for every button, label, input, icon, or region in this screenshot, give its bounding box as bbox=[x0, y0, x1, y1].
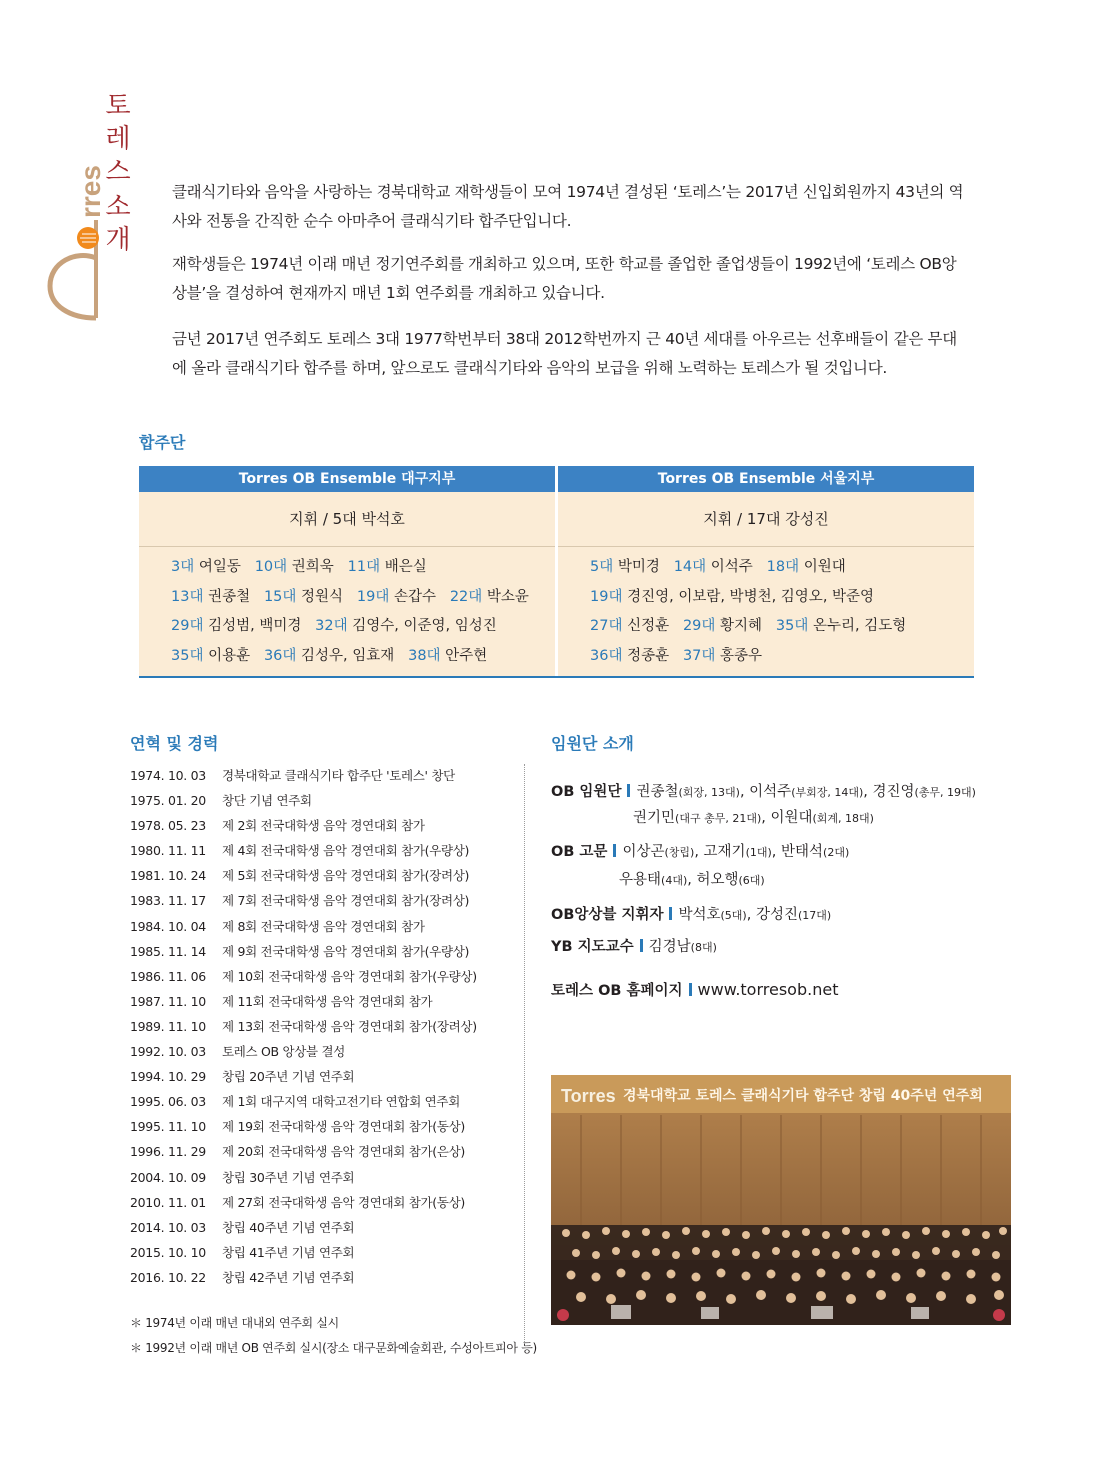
generation-label: 19대 bbox=[590, 588, 623, 605]
history-event: 제 2회 전국대학생 음악 경연대회 참가 bbox=[222, 818, 425, 834]
daegu-header: Torres OB Ensemble 대구지부 bbox=[139, 466, 555, 492]
bar-icon bbox=[613, 844, 616, 857]
generation-label: 11대 bbox=[347, 559, 381, 575]
person-role: (8대) bbox=[690, 941, 717, 954]
person-role: (총무, 19대) bbox=[914, 786, 976, 799]
person-role: (회계, 18대) bbox=[812, 812, 874, 825]
seoul-header: Torres OB Ensemble 서울지부 bbox=[558, 466, 974, 492]
member-names: 여일동 bbox=[194, 559, 241, 575]
column-divider bbox=[524, 764, 525, 1344]
person-role: (6대) bbox=[738, 874, 765, 887]
generation-label: 38대 bbox=[408, 647, 441, 664]
member-names: 박소윤 bbox=[482, 588, 529, 605]
member-names: 이원대 bbox=[799, 559, 846, 575]
photo-banner-text: 경북대학교 토레스 클래식기타 합주단 창립 40주년 연주회 bbox=[623, 1088, 983, 1104]
history-item bbox=[130, 1215, 520, 1240]
history-item bbox=[130, 1139, 520, 1164]
member-row bbox=[590, 583, 974, 613]
member-names: 손갑수 bbox=[389, 588, 436, 605]
history-event: 제 9회 전국대학생 음악 경연대회 참가(우량상) bbox=[222, 943, 470, 959]
history-date: 1984. 10. 04 bbox=[130, 918, 206, 934]
history-item bbox=[130, 1064, 520, 1089]
member-names: 홍종우 bbox=[715, 647, 763, 664]
history-item bbox=[130, 914, 520, 939]
generation-label: 29대 bbox=[171, 618, 204, 634]
history-date: 1986. 11. 06 bbox=[130, 968, 206, 984]
person-role: (대구 총무, 21대) bbox=[675, 812, 762, 825]
seoul-branch bbox=[558, 466, 974, 678]
history-date: 2015. 10. 10 bbox=[130, 1244, 206, 1260]
ob-advisors-row: OB 고문 이상곤(창립), 고재기(1대), 반태석(2대) bbox=[551, 844, 850, 860]
person-name: 이원대 bbox=[770, 810, 813, 826]
history-date: 2004. 10. 09 bbox=[130, 1169, 206, 1185]
person-name: 고재기 bbox=[703, 844, 746, 860]
history-item bbox=[130, 863, 520, 888]
history-item bbox=[130, 989, 520, 1014]
person-name: 권기민 bbox=[633, 810, 676, 826]
member-names: 안주현 bbox=[440, 647, 488, 664]
ob-officers-row-2: 권기민(대구 총무, 21대), 이원대(회계, 18대) bbox=[633, 810, 874, 826]
note-1: ＊ 1974년 이래 매년 대내외 연주회 실시 bbox=[130, 1316, 339, 1330]
history-item bbox=[130, 1089, 520, 1114]
generation-label: 14대 bbox=[673, 559, 707, 575]
history-date: 1994. 10. 29 bbox=[130, 1069, 206, 1085]
generation-label: 36대 bbox=[263, 647, 297, 664]
history-event: 제 4회 전국대학생 음악 경연대회 참가(우량상) bbox=[222, 843, 470, 859]
note-2: ＊ 1992년 이래 매년 OB 연주회 실시(장소 대구문화예술회관, 수성아트피아 등) bbox=[130, 1341, 537, 1355]
member-names: 정원식 bbox=[296, 588, 344, 605]
member-names: 권희욱 bbox=[287, 559, 334, 575]
history-item bbox=[130, 1039, 520, 1064]
generation-label: 37대 bbox=[682, 647, 716, 664]
history-item bbox=[130, 813, 520, 838]
seoul-conductor: 지휘 / 17대 강성진 bbox=[558, 492, 974, 547]
person-role: (2대) bbox=[823, 846, 850, 859]
ob-officers-row: OB 임원단 권종철(회장, 13대), 이석주(부회장, 14대), 경진영(총무, 19대) bbox=[551, 784, 976, 800]
history-item bbox=[130, 888, 520, 913]
history-item bbox=[130, 964, 520, 989]
person-name: 김경남 bbox=[648, 939, 691, 955]
history-date: 1985. 11. 14 bbox=[130, 943, 206, 959]
member-names: 김성범, 백미경 bbox=[203, 618, 302, 634]
history-date: 2016. 10. 22 bbox=[130, 1269, 206, 1285]
history-item bbox=[130, 1165, 520, 1190]
generation-label: 5대 bbox=[590, 559, 614, 575]
history-event: 토레스 OB 앙상블 결성 bbox=[222, 1044, 346, 1060]
bar-icon bbox=[669, 907, 672, 920]
history-date: 1995. 11. 10 bbox=[130, 1119, 206, 1135]
history-date: 1974. 10. 03 bbox=[130, 768, 206, 783]
history-event: 창립 40주년 기념 연주회 bbox=[222, 1219, 355, 1235]
history-date: 1980. 11. 11 bbox=[130, 843, 206, 859]
history-event: 제 10회 전국대학생 음악 경연대회 참가(우량상) bbox=[222, 968, 477, 984]
generation-label: 35대 bbox=[775, 618, 809, 634]
member-row bbox=[171, 583, 555, 613]
intro-paragraph-1: 클래식기타와 음악을 사랑하는 경북대학교 재학생들이 모여 1974년 결성된 ‘토레스’는 2017년 신입회원까지 43년의 역사와 전통을 간직한 순수 아마추어 클래식기타 합주단입니다. bbox=[172, 183, 964, 230]
history-event: 제 1회 대구지역 대학고전기타 연합회 연주회 bbox=[222, 1094, 460, 1110]
ensemble-title: 합주단 bbox=[139, 433, 186, 452]
person-name: 권종철 bbox=[636, 784, 679, 800]
history-event: 제 13회 전국대학생 음악 경연대회 참가(장려상) bbox=[222, 1018, 477, 1034]
person-role: (회장, 13대) bbox=[678, 786, 740, 799]
history-event: 창립 30주년 기념 연주회 bbox=[222, 1169, 355, 1185]
officers-title: 임원단 소개 bbox=[551, 734, 634, 753]
history-date: 2010. 11. 01 bbox=[130, 1194, 206, 1210]
generation-label: 10대 bbox=[254, 559, 288, 575]
bar-icon bbox=[689, 983, 692, 996]
person-role: (17대) bbox=[797, 909, 832, 922]
yb-professor-row: YB 지도교수 김경남(8대) bbox=[551, 939, 717, 955]
member-names: 권종철 bbox=[203, 588, 251, 605]
member-names: 황지혜 bbox=[715, 618, 763, 634]
history-date: 1987. 11. 10 bbox=[130, 993, 206, 1009]
history-date: 1983. 11. 17 bbox=[130, 893, 206, 909]
generation-label: 18대 bbox=[766, 559, 800, 575]
history-event: 제 20회 전국대학생 음악 경연대회 참가(은상) bbox=[222, 1144, 466, 1160]
person-name: 우용태 bbox=[619, 872, 662, 888]
photo-banner-logo: Torres bbox=[561, 1086, 616, 1106]
person-role: (창립) bbox=[664, 846, 695, 859]
history-event: 제 27회 전국대학생 음악 경연대회 참가(동상) bbox=[222, 1194, 466, 1210]
generation-label: 35대 bbox=[171, 647, 204, 664]
history-date: 1989. 11. 10 bbox=[130, 1018, 206, 1034]
history-date: 1995. 06. 03 bbox=[130, 1094, 206, 1110]
history-event: 제 7회 전국대학생 음악 경연대회 참가(장려상) bbox=[222, 893, 470, 909]
concert-photo bbox=[551, 1075, 1011, 1325]
conductors-row: OB앙상블 지휘자 박석호(5대), 강성진(17대) bbox=[551, 907, 832, 923]
member-names: 이용훈 bbox=[203, 647, 251, 664]
history-date: 1975. 01. 20 bbox=[130, 793, 206, 809]
history-title: 연혁 및 경력 bbox=[130, 734, 219, 753]
person-name: 반태석 bbox=[781, 844, 824, 860]
intro-paragraph-3: 금년 2017년 연주회도 토레스 3대 1977학번부터 38대 2012학번까지 근 40년 세대를 아우르는 선후배들이 같은 무대에 올라 클래식기타 합주를 하며, 앞으로도 클래식기타와 음악의 보급을 위해 노력하는 토레스가 될 것입니다. bbox=[172, 330, 957, 377]
person-name: 허오행 bbox=[696, 872, 739, 888]
daegu-members bbox=[139, 547, 555, 671]
logo-word: rres bbox=[75, 165, 106, 218]
history-event: 창립 42주년 기념 연주회 bbox=[222, 1269, 355, 1285]
member-names: 김영수, 이준영, 임성진 bbox=[347, 618, 497, 634]
history-item bbox=[130, 939, 520, 964]
member-names: 경진영, 이보람, 박병천, 김영오, 박준영 bbox=[622, 588, 875, 605]
member-names: 온누리, 김도형 bbox=[808, 618, 907, 634]
history-item bbox=[130, 1014, 520, 1039]
member-row bbox=[590, 642, 974, 672]
member-row bbox=[171, 553, 555, 583]
history-event: 제 5회 전국대학생 음악 경연대회 참가(장려상) bbox=[222, 868, 470, 884]
member-row bbox=[171, 642, 555, 672]
generation-label: 19대 bbox=[356, 588, 390, 605]
history-list bbox=[130, 763, 520, 1290]
homepage-row: 토레스 OB 홈페이지 www.torresob.net bbox=[551, 980, 839, 999]
generation-label: 36대 bbox=[590, 647, 623, 664]
generation-label: 32대 bbox=[315, 618, 348, 634]
person-name: 강성진 bbox=[755, 907, 798, 923]
member-names: 정종훈 bbox=[622, 647, 670, 664]
history-event: 창립 20주년 기념 연주회 bbox=[222, 1069, 355, 1085]
homepage-link[interactable]: www.torresob.net bbox=[697, 980, 839, 999]
member-row bbox=[590, 553, 974, 583]
history-date: 2014. 10. 03 bbox=[130, 1219, 206, 1235]
daegu-conductor: 지휘 / 5대 박석호 bbox=[139, 492, 555, 547]
generation-label: 27대 bbox=[590, 618, 623, 634]
daegu-branch bbox=[139, 466, 555, 678]
person-role: (5대) bbox=[720, 909, 747, 922]
member-names: 신정훈 bbox=[622, 618, 670, 634]
history-notes bbox=[130, 1311, 540, 1361]
history-item bbox=[130, 1240, 520, 1265]
generation-label: 13대 bbox=[171, 588, 204, 605]
member-names: 박미경 bbox=[613, 559, 660, 575]
history-event: 제 8회 전국대학생 음악 경연대회 참가 bbox=[222, 918, 425, 934]
ob-advisors-row-2: 우용태(4대), 허오행(6대) bbox=[619, 872, 765, 888]
history-item bbox=[130, 788, 520, 813]
person-role: (부회장, 14대) bbox=[791, 786, 864, 799]
generation-label: 3대 bbox=[171, 559, 195, 575]
seoul-members bbox=[558, 547, 974, 671]
member-names: 김성우, 임효재 bbox=[296, 647, 395, 664]
generation-label: 22대 bbox=[449, 588, 483, 605]
history-event: 제 19회 전국대학생 음악 경연대회 참가(동상) bbox=[222, 1119, 466, 1135]
history-event: 창단 기념 연주회 bbox=[222, 793, 312, 809]
person-name: 이상곤 bbox=[622, 844, 665, 860]
bar-icon bbox=[640, 939, 643, 952]
ensemble-table bbox=[139, 466, 974, 678]
history-date: 1992. 10. 03 bbox=[130, 1044, 206, 1060]
member-names: 배은실 bbox=[380, 559, 427, 575]
page-title: 토 레 스 소 개 bbox=[105, 91, 131, 255]
history-event: 창립 41주년 기념 연주회 bbox=[222, 1244, 355, 1260]
person-name: 경진영 bbox=[872, 784, 915, 800]
person-name: 박석호 bbox=[678, 907, 721, 923]
table-bottom-rule bbox=[139, 676, 974, 678]
person-role: (1대) bbox=[745, 846, 772, 859]
history-item bbox=[130, 1190, 520, 1215]
history-item bbox=[130, 763, 520, 788]
history-date: 1981. 10. 24 bbox=[130, 868, 206, 884]
history-event: 제 11회 전국대학생 음악 경연대회 참가 bbox=[222, 993, 433, 1009]
history-event: 경북대학교 클래식기타 합주단 '토레스' 창단 bbox=[222, 768, 455, 783]
history-item bbox=[130, 1265, 520, 1290]
member-row bbox=[590, 612, 974, 642]
person-role: (4대) bbox=[661, 874, 688, 887]
history-date: 1978. 05. 23 bbox=[130, 818, 206, 834]
member-names: 이석주 bbox=[706, 559, 753, 575]
history-date: 1996. 11. 29 bbox=[130, 1144, 206, 1160]
generation-label: 29대 bbox=[682, 618, 716, 634]
person-name: 이석주 bbox=[749, 784, 792, 800]
history-item bbox=[130, 1114, 520, 1139]
generation-label: 15대 bbox=[263, 588, 297, 605]
history-item bbox=[130, 838, 520, 863]
bar-icon bbox=[627, 784, 630, 797]
member-row bbox=[171, 612, 555, 642]
intro-paragraph-2: 재학생들은 1974년 이래 매년 정기연주회를 개최하고 있으며, 또한 학교를 졸업한 졸업생들이 1992년에 ‘토레스 OB앙상블’을 결성하여 현재까지 매년 1회 연주회를 개최하고 있습니다. bbox=[172, 255, 957, 302]
